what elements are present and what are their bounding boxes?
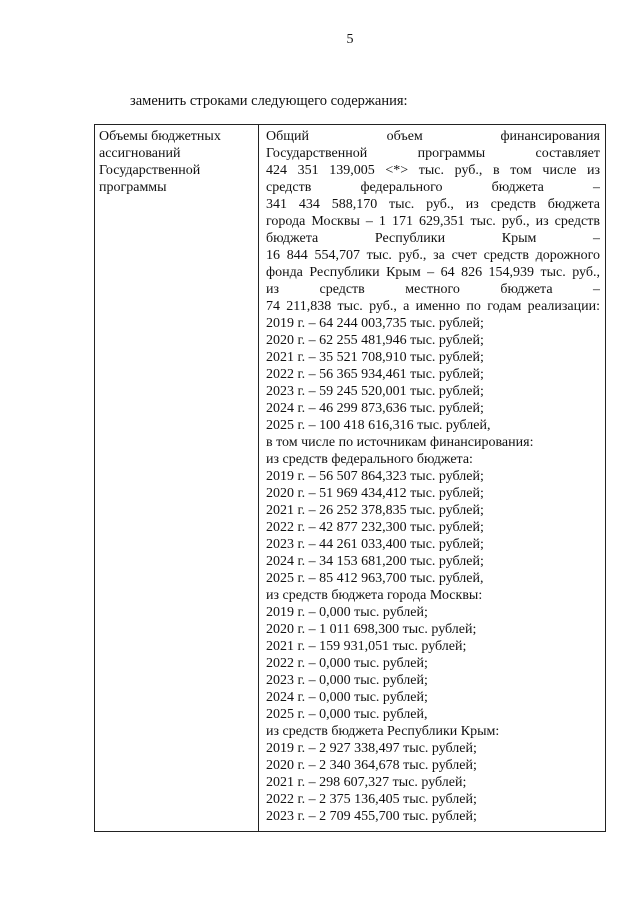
right-cell-line: 2022 г. – 2 375 136,405 тыс. рублей;: [266, 792, 477, 807]
right-cell-line: 2019 г. – 56 507 864,323 тыс. рублей;: [266, 469, 484, 484]
right-cell-line: 341 434 588,170 тыс. руб., из средств бюджета: [266, 197, 600, 212]
right-cell-line: 2021 г. – 298 607,327 тыс. рублей;: [266, 775, 467, 790]
table-left-cell: [99, 128, 255, 196]
right-cell-line: города Москвы – 1 171 629,351 тыс. руб., из средств: [266, 214, 600, 229]
page-number: 5: [346, 32, 354, 47]
right-cell-line: из средств бюджета Республики Крым:: [266, 724, 500, 739]
right-cell-line: 2024 г. – 0,000 тыс. рублей;: [266, 690, 428, 705]
right-cell-line: 2019 г. – 0,000 тыс. рублей;: [266, 605, 428, 620]
right-cell-line: из средств федерального бюджета:: [266, 452, 473, 467]
left-cell-line: Объемы бюджетных: [99, 129, 221, 144]
right-cell-line: 2025 г. – 0,000 тыс. рублей,: [266, 707, 428, 722]
left-cell-line: ассигнований: [99, 146, 181, 161]
right-cell-line: 74 211,838 тыс. руб., а именно по годам реализации:: [266, 299, 600, 314]
table-right-cell: [266, 128, 600, 825]
right-cell-line: 424 351 139,005 <*> тыс. руб., в том числе из: [266, 163, 600, 178]
right-cell-line: в том числе по источникам финансирования:: [266, 435, 534, 450]
budget-table: [94, 124, 606, 832]
column-divider: [258, 125, 259, 831]
right-cell-line: 2021 г. – 26 252 378,835 тыс. рублей;: [266, 503, 484, 518]
left-cell-line: Государственной: [99, 163, 201, 178]
right-cell-line: Государственной программы составляет: [266, 146, 600, 161]
right-cell-line: 2025 г. – 85 412 963,700 тыс. рублей,: [266, 571, 484, 586]
right-cell-line: 2021 г. – 35 521 708,910 тыс. рублей;: [266, 350, 484, 365]
right-cell-line: из средств бюджета города Москвы:: [266, 588, 483, 603]
right-cell-line: 2023 г. – 59 245 520,001 тыс. рублей;: [266, 384, 484, 399]
right-cell-line: из средств местного бюджета –: [266, 282, 600, 297]
right-cell-line: 2020 г. – 51 969 434,412 тыс. рублей;: [266, 486, 484, 501]
right-cell-line: фонда Республики Крым – 64 826 154,939 тыс. руб.,: [266, 265, 600, 280]
right-cell-line: 2023 г. – 0,000 тыс. рублей;: [266, 673, 428, 688]
intro-text: заменить строками следующего содержания:: [130, 93, 408, 109]
right-cell-line: 2022 г. – 42 877 232,300 тыс. рублей;: [266, 520, 484, 535]
left-cell-line: программы: [99, 180, 167, 195]
right-cell-line: бюджета Республики Крым –: [266, 231, 600, 246]
right-cell-line: 2020 г. – 62 255 481,946 тыс. рублей;: [266, 333, 484, 348]
right-cell-line: 2023 г. – 44 261 033,400 тыс. рублей;: [266, 537, 484, 552]
right-cell-line: 2022 г. – 0,000 тыс. рублей;: [266, 656, 428, 671]
right-cell-line: 2020 г. – 2 340 364,678 тыс. рублей;: [266, 758, 477, 773]
right-cell-line: 2020 г. – 1 011 698,300 тыс. рублей;: [266, 622, 477, 637]
right-cell-line: Общий объем финансирования: [266, 129, 600, 144]
right-cell-line: 2024 г. – 46 299 873,636 тыс. рублей;: [266, 401, 484, 416]
right-cell-line: 2019 г. – 2 927 338,497 тыс. рублей;: [266, 741, 477, 756]
right-cell-line: 2023 г. – 2 709 455,700 тыс. рублей;: [266, 809, 477, 824]
right-cell-line: 2022 г. – 56 365 934,461 тыс. рублей;: [266, 367, 484, 382]
right-cell-line: 2025 г. – 100 418 616,316 тыс. рублей,: [266, 418, 491, 433]
right-cell-line: 2021 г. – 159 931,051 тыс. рублей;: [266, 639, 467, 654]
right-cell-line: 2019 г. – 64 244 003,735 тыс. рублей;: [266, 316, 484, 331]
right-cell-line: средств федерального бюджета –: [266, 180, 600, 195]
right-cell-line: 2024 г. – 34 153 681,200 тыс. рублей;: [266, 554, 484, 569]
right-cell-line: 16 844 554,707 тыс. руб., за счет средств дорожного: [266, 248, 600, 263]
